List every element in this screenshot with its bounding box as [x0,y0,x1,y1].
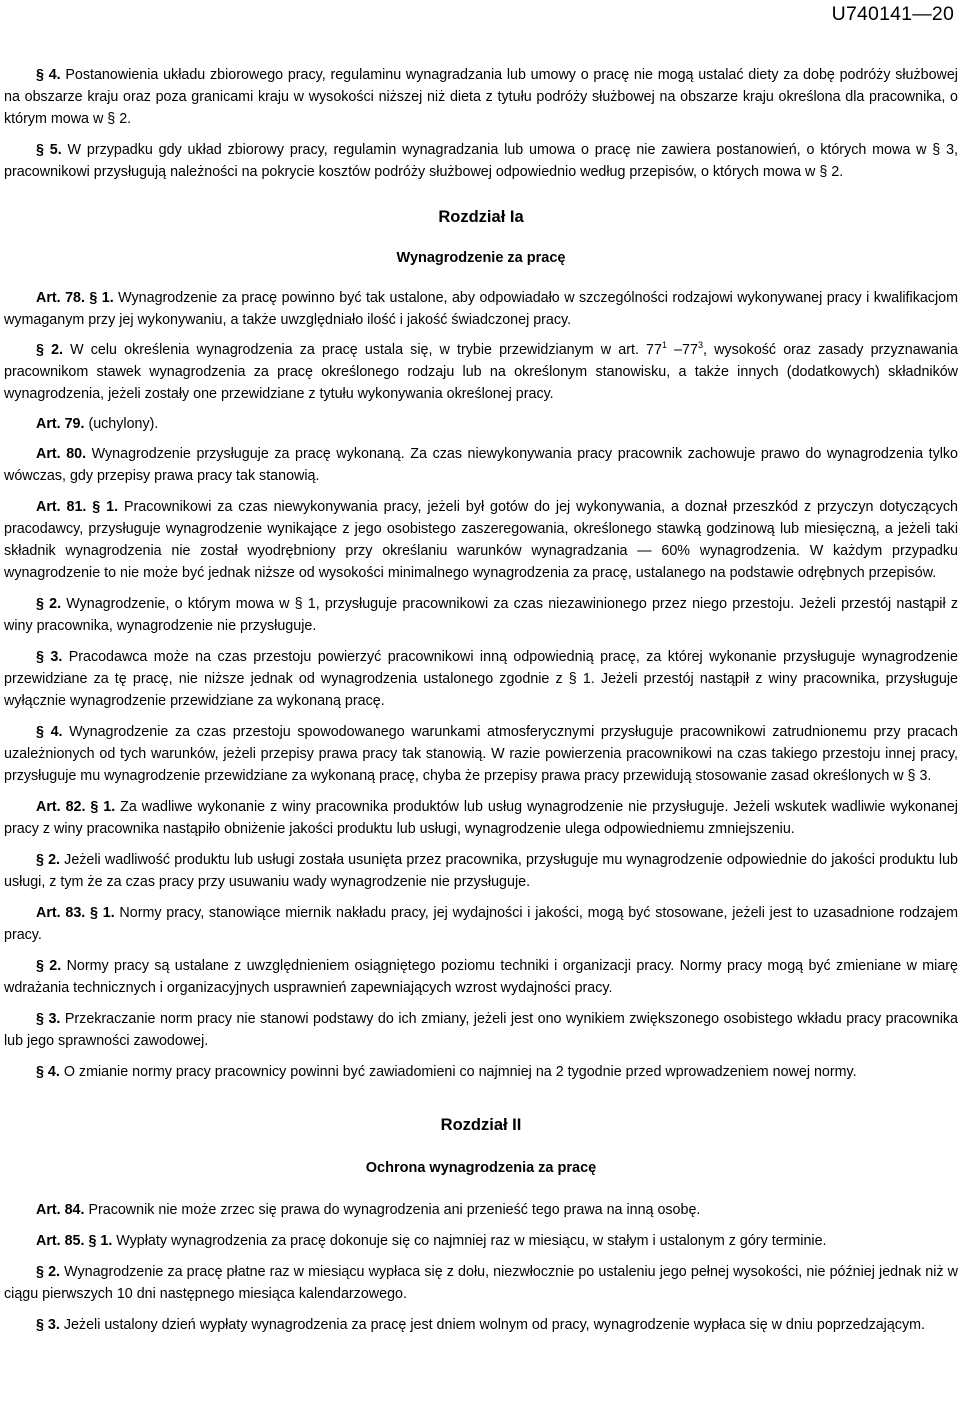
paragraph-mark: § 2. [36,1264,60,1280]
paragraph-text: O zmianie normy pracy pracownicy powinni być zawiadomieni co najmniej na 2 tygodnie przed wprowadzeniem nowej normy. [59,1064,857,1080]
document-body [4,64,958,1345]
paragraph-mark: Art. 85. § 1. [36,1233,113,1249]
paragraph-art-78-1 [4,287,958,331]
chapter-title: Ochrona wynagrodzenia za pracę [365,1160,597,1176]
paragraph-art-82-2 [4,849,958,893]
paragraph-mark: Art. 82. § 1. [36,799,116,815]
paragraph-art-81-1 [4,496,958,584]
paragraph-mark: § 2. [36,596,62,612]
paragraph-text: (uchylony). [84,416,159,432]
paragraph-mark: § 5. [36,142,62,158]
superscript: 1 [661,340,667,351]
paragraph-text: Przekraczanie norm pracy nie stanowi podstawy do ich zmiany, jeżeli jest ono wynikiem zwiększonego osobistego wkładu pracy pracownika lub jego sprawności zawodowej. [4,1011,958,1049]
paragraph-art-79 [4,413,958,435]
paragraph-text: Pracodawca może na czas przestoju powierzyć pracownikowi inną odpowiednią pracę, za której wykonanie przysługuje wynagrodzenie przewidziane za tę pracę, nie niższe jednak od wynagrodzenia ustalonego zgodnie z § 1. Jeżeli przestój nastąpił z winy pracownika, przysługuje wyłącznie wynagrodzenie przewidziane za wykonaną pracę. [4,649,958,709]
chapter-title: Wynagrodzenie za pracę [396,250,566,266]
paragraph-text: Wynagrodzenie za czas przestoju spowodowanego warunkami atmosferycznymi przysługuje pracownikowi zatrudnionemu przy pracach uzależnionych od tych warunków, jeżeli przepisy prawa pracy tak stanowią. W razie powierzenia pracownikowi na czas takiego przestoju innej pracy, przysługuje mu wynagrodzenie przewidziane za wykonaną pracę, chyba że przepisy prawa pracy przewidują stosowanie zasad określonych w § 3. [4,724,958,784]
paragraph-text: Postanowienia układu zbiorowego pracy, regulaminu wynagradzania lub umowy o pracę nie mogą ustalać diety za dobę podróży służbowej na obszarze kraju oraz poza granicami kraju w wysokości niższej niż dieta z tytułu podróży służbowej na obszarze kraju określona dla pracownika, o którym mowa w § 2. [4,67,958,127]
paragraph-mark: § 3. [36,1011,61,1027]
paragraph-mark: § 3. [36,1317,60,1333]
paragraph-text: Pracownik nie może zrzec się prawa do wynagrodzenia ani przenieść tego prawa na inną osobę. [84,1202,701,1218]
paragraph-text: Normy pracy są ustalane z uwzględnieniem osiągniętego poziomu techniki i organizacji pracy. Normy pracy mogą być zmieniane w miarę wdrażania technicznych i organizacyjnych usprawnień zapewniających wzrost wydajności pracy. [4,958,958,996]
paragraph-art-81-2 [4,593,958,637]
paragraph-text: Normy pracy, stanowiące miernik nakładu pracy, jej wydajności i jakości, mogą być stosowane, jeżeli jest to uzasadnione rodzajem pracy. [4,905,958,943]
paragraph-mark: Art. 78. § 1. [36,290,114,306]
paragraph-text: Pracownikowi za czas niewykonywania pracy, jeżeli był gotów do jej wykonywania, a doznał przeszkód z przyczyn dotyczących pracodawcy, przysługuje wynagrodzenie wynikające z jego osobistego zaszeregowania, określonego stawką godzinową lub miesięczną, a jeżeli taki składnik wynagrodzenia nie został wyodrębniony przy określaniu warunków wynagradzania — 60% wynagrodzenia. W każdym przypadku wynagrodzenie to nie może być jednak niższe od wysokości minimalnego wynagrodzenia za pracę, ustalanego na podstawie odrębnych przepisów. [4,499,959,581]
paragraph-art-80 [4,443,958,487]
paragraph-text: –77 [666,342,698,358]
paragraph-mark: Art. 83. § 1. [36,905,115,921]
paragraph-text: W celu określenia wynagrodzenia za pracę ustala się, w trybie przewidzianym w art. 77 [63,342,662,358]
paragraph-text: Za wadliwe wykonanie z winy pracownika produktów lub usług wynagrodzenie nie przysługuje. Jeżeli wskutek wadliwie wykonanej pracy z winy pracownika nastąpiło obniżenie jakości produktu lub usługi, wynagrodzenie ulega odpowiedniemu zmniejszeniu. [4,799,958,837]
paragraph-art-83-3 [4,1008,958,1052]
chapter-heading: Rozdział Ia [438,208,524,226]
paragraph-mark: § 2. [36,852,61,868]
paragraph-art-81-4 [4,721,958,787]
paragraph-mark: § 2. [36,958,62,974]
paragraph-art-82-1 [4,796,958,840]
paragraph-mark: Art. 81. § 1. [36,499,119,515]
paragraph-art-85-3 [4,1314,958,1336]
paragraph-mark: Art. 84. [36,1202,85,1218]
paragraph-mark: § 3. [36,649,63,665]
paragraph-mark: Art. 79. [36,416,85,432]
paragraph-mark: § 4. [36,724,63,740]
paragraph-text: Wynagrodzenie, o którym mowa w § 1, przysługuje pracownikowi za czas niezawinionego przez niego przestoju. Jeżeli przestój nastąpił z winy pracownika, wynagrodzenie nie przysługuje. [4,596,958,634]
paragraph-text: Wypłaty wynagrodzenia za pracę dokonuje się co najmniej raz w miesiącu, w stałym i ustalonym z góry terminie. [112,1233,827,1249]
paragraph-text: Wynagrodzenie za pracę powinno być tak ustalone, aby odpowiadało w szczególności rodzajowi wykonywanej pracy i kwalifikacjom wymaganym przy jej wykonywaniu, a także uwzględniało ilość i jakość świadczonej pracy. [4,290,958,328]
paragraph-text: Wynagrodzenie przysługuje za pracę wykonaną. Za czas niewykonywania pracy pracownik zachowuje prawo do wynagrodzenia tylko wówczas, gdy przepisy prawa pracy tak stanowią. [4,446,958,484]
document-reference: U740141—20 [831,3,954,25]
paragraph-mark: Art. 80. [36,446,87,462]
paragraph-text: Jeżeli ustalony dzień wypłaty wynagrodzenia za pracę jest dniem wolnym od pracy, wynagrodzenie wypłaca się w dniu poprzedzającym. [59,1317,925,1333]
superscript: 3 [697,340,703,351]
paragraph-text: W przypadku gdy układ zbiorowy pracy, regulamin wynagradzania lub umowa o pracę nie zawiera postanowień, o których mowa w § 3, pracownikowi przysługują należności na pokrycie kosztów podróży służbowej odpowiednio według przepisów, o których mowa w § 2. [4,142,958,180]
paragraph-text: , wysokość oraz zasady przyznawania pracownikom stawek wynagrodzenia za pracę określonego rodzaju lub na określonym stanowisku, a także innych (dodatkowych) składników wynagrodzenia, jeżeli zostały one przewidziane z tytułu wykonywania określonej pracy. [4,342,958,402]
paragraph-mark: § 4. [36,67,61,83]
paragraph-art-81-3 [4,646,958,712]
chapter-heading: Rozdział II [440,1116,522,1134]
paragraph-text: Jeżeli wadliwość produktu lub usługi została usunięta przez pracownika, przysługuje mu wynagrodzenie odpowiednie do jakości produktu lub usługi, z tym że za czas pracy przy usuwaniu wady wynagrodzenie nie przysługuje. [4,852,958,890]
paragraph-art-85-1 [4,1230,958,1252]
paragraph-art-83-4 [4,1061,958,1083]
paragraph-mark: § 4. [36,1064,60,1080]
paragraph-art-83-2 [4,955,958,999]
paragraph-text: Wynagrodzenie za pracę płatne raz w miesiącu wypłaca się z dołu, niezwłocznie po ustaleniu jego pełnej wysokości, nie później jednak niż w ciągu pierwszych 10 dni następnego miesiąca kalendarzowego. [4,1264,958,1302]
paragraph-art-85-2 [4,1261,958,1305]
paragraph-art-83-1 [4,902,958,946]
paragraph-mark: § 2. [36,342,64,358]
paragraph-par-4 [4,64,958,130]
paragraph-par-5 [4,139,958,183]
paragraph-art-78-2 [4,339,958,405]
paragraph-art-84 [4,1199,958,1221]
